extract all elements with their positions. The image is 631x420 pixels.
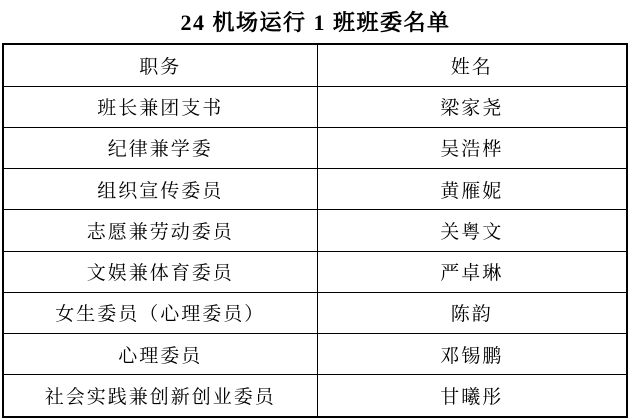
- header-row: [3, 44, 627, 86]
- position-cell: 社会实践兼创新创业委员: [3, 375, 317, 417]
- table-row: [3, 210, 627, 251]
- table-row: [3, 86, 627, 127]
- table-row: [3, 169, 627, 210]
- name-cell: 关粤文: [317, 210, 627, 251]
- name-cell: 严卓琳: [317, 251, 627, 292]
- name-cell: 吴浩桦: [317, 127, 627, 168]
- table-row: [3, 292, 627, 333]
- position-cell: 文娱兼体育委员: [3, 251, 317, 292]
- position-cell: 女生委员（心理委员）: [3, 292, 317, 333]
- position-cell: 纪律兼学委: [3, 127, 317, 168]
- position-cell: 班长兼团支书: [3, 86, 317, 127]
- position-cell: 心理委员: [3, 334, 317, 375]
- page-title: 24 机场运行 1 班班委名单: [180, 10, 451, 35]
- name-cell: 邓锡鹏: [317, 334, 627, 375]
- table-row: [3, 251, 627, 292]
- table-row: [3, 375, 627, 417]
- name-cell: 甘曦彤: [317, 375, 627, 417]
- name-cell: 梁家尧: [317, 86, 627, 127]
- table-row: [3, 127, 627, 168]
- position-cell: 志愿兼劳动委员: [3, 210, 317, 251]
- name-cell: 黄雁妮: [317, 169, 627, 210]
- name-cell: 陈韵: [317, 292, 627, 333]
- position-cell: 组织宣传委员: [3, 169, 317, 210]
- table-row: [3, 334, 627, 375]
- committee-roster-table: [2, 43, 628, 418]
- column-header-name: 姓名: [317, 44, 627, 86]
- column-header-position: 职务: [3, 44, 317, 86]
